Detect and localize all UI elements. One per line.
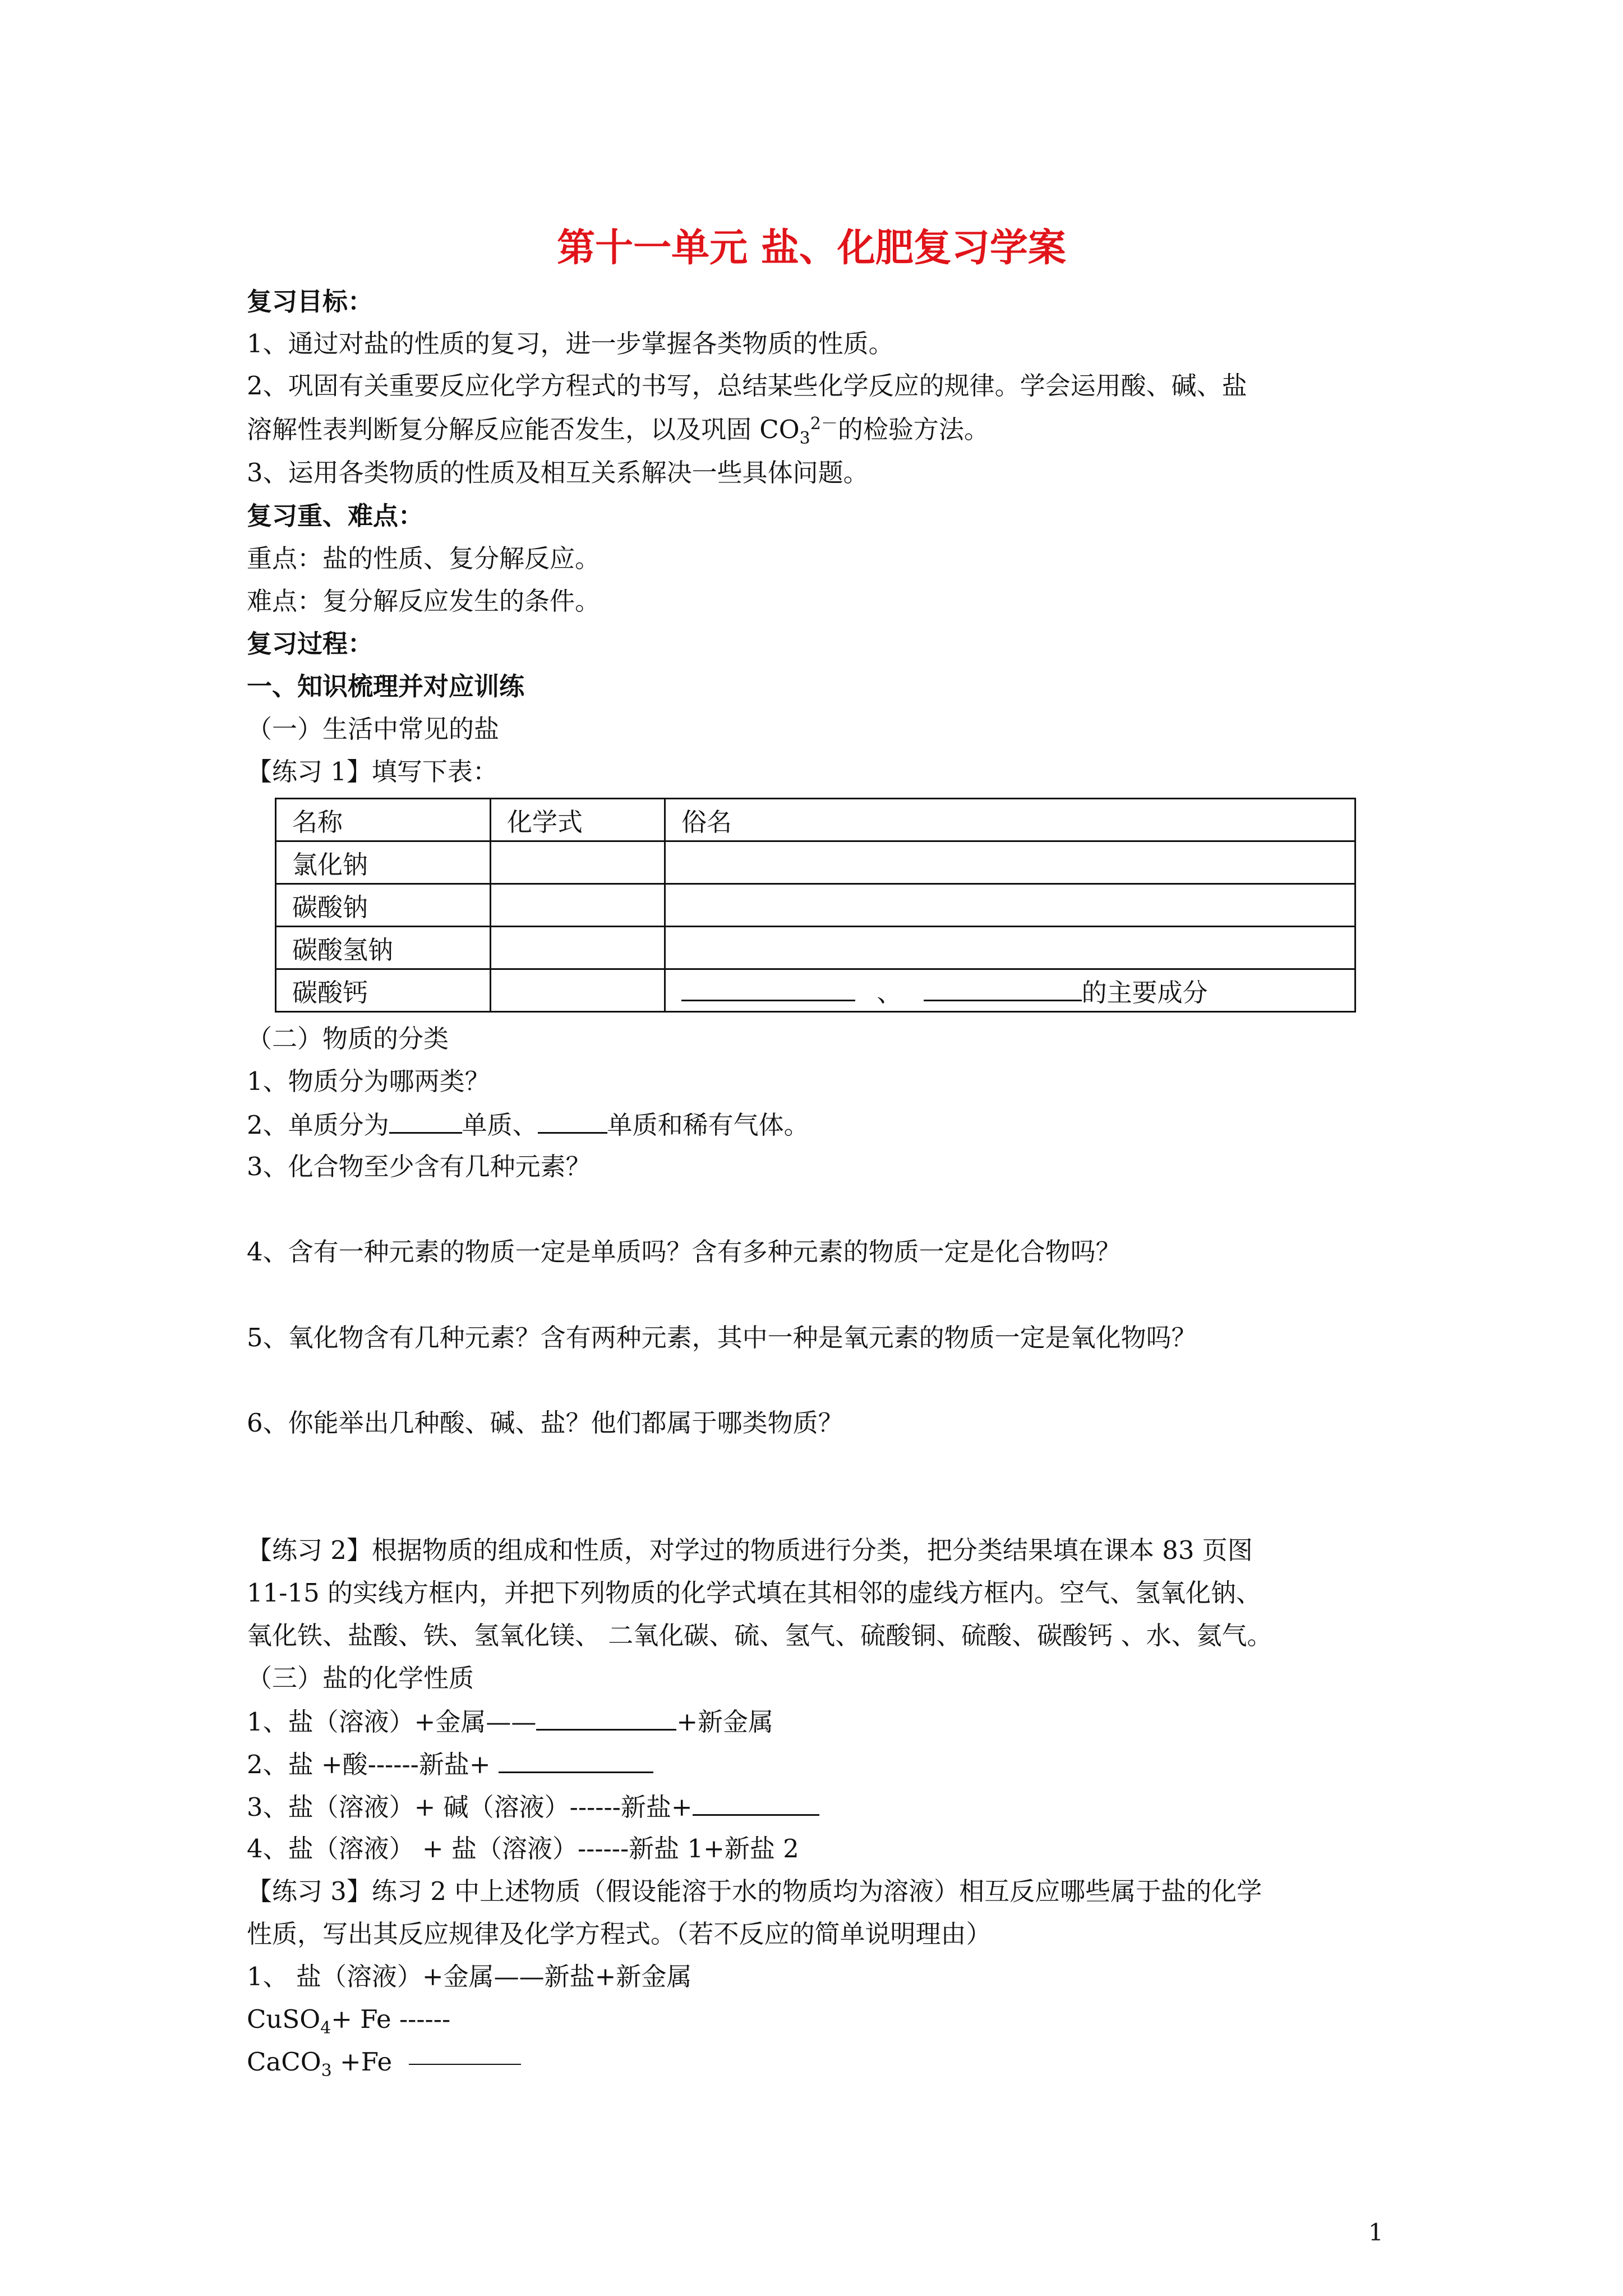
exercise-3-line-1: 【练习 3】练习 2 中上述物质（假设能溶于水的物质均为溶液）相互反应哪些属于盐的化学 [247, 1876, 1262, 1906]
goal-3: 3、运用各类物质的性质及相互关系解决一些具体问题。 [247, 458, 869, 487]
rule-2-text: 2、盐 +酸------新盐+ [247, 1750, 499, 1779]
row-name: 碳酸钠 [276, 884, 491, 927]
section-2-heading: （二）物质的分类 [247, 1024, 449, 1053]
goal-1: 1、通过对盐的性质的复习，进一步掌握各类物质的性质。 [247, 329, 894, 358]
q2-text-c: 单质和稀有气体。 [607, 1110, 809, 1140]
separator: 、 [877, 978, 902, 1007]
eq2-rest: +Fe [331, 2047, 393, 2077]
focus-hard: 难点：复分解反应发生的条件。 [247, 586, 601, 616]
row-name: 碳酸钙 [276, 969, 491, 1012]
exercise-3-line-2: 性质，写出其反应规律及化学方程式。（若不反应的简单说明理由） [247, 1919, 992, 1949]
fill-blank[interactable] [924, 976, 1082, 1001]
header-formula: 化学式 [491, 799, 665, 841]
eq2-line [409, 2064, 521, 2065]
goal-2-text: 溶解性表判断复分解反应能否发生，以及巩固 CO [247, 415, 800, 444]
row-name: 氯化钠 [276, 841, 491, 884]
eq1-subscript: 4 [320, 2018, 331, 2038]
goal-2-line-1: 2、巩固有关重要反应化学方程式的书写，总结某些化学反应的规律。学会运用酸、碱、盐 [247, 371, 1247, 401]
question-4: 4、含有一种元素的物质一定是单质吗？含有多种元素的物质一定是化合物吗？ [247, 1237, 1121, 1267]
part-1-heading: 一、知识梳理并对应训练 [247, 671, 525, 701]
section-3-heading: （三）盐的化学性质 [247, 1663, 474, 1693]
eq2-formula: CaCO [247, 2047, 321, 2077]
table-row [276, 841, 1355, 884]
row-name: 碳酸氢钠 [276, 927, 491, 969]
q2-text-b: 单质、 [462, 1110, 538, 1140]
goal-2-line-2 [247, 414, 989, 448]
question-3: 3、化合物至少含有几种元素？ [247, 1152, 591, 1181]
table-row [276, 884, 1355, 927]
goal-2-text-end: 的检验方法。 [837, 415, 989, 444]
equation-2 [247, 2046, 521, 2081]
fill-blank[interactable] [536, 1705, 676, 1731]
exercise-3-line-3: 1、 盐（溶液）+金属——新盐+新金属 [247, 1962, 692, 1991]
rule-3-text: 3、盐（溶液）+ 碱（溶液）------新盐+ [247, 1792, 693, 1822]
question-6: 6、你能举出几种酸、碱、盐？他们都属于哪类物质？ [247, 1408, 843, 1438]
question-5: 5、氧化物含有几种元素？含有两种元素，其中一种是氧元素的物质一定是氧化物吗？ [247, 1323, 1197, 1352]
formula-cell[interactable] [491, 884, 665, 927]
rule-1-suffix: +新金属 [676, 1707, 774, 1737]
co3-subscript: 3 [799, 429, 810, 448]
salt-table [275, 798, 1356, 1013]
formula-cell[interactable] [491, 841, 665, 884]
page-title: 第十一单元 盐、化肥复习学案 [557, 226, 1066, 270]
common-name-cell[interactable] [665, 841, 1355, 884]
main-component-suffix: 的主要成分 [1081, 978, 1208, 1007]
eq1-formula: CuSO [247, 2004, 321, 2034]
rule-1-text: 1、盐（溶液）+金属—— [247, 1707, 537, 1737]
fill-blank[interactable] [681, 976, 855, 1001]
common-name-cell[interactable] [665, 927, 1355, 969]
fill-blank[interactable] [389, 1108, 462, 1134]
fill-blank[interactable] [499, 1748, 653, 1773]
eq1-rest: + Fe ------ [331, 2004, 451, 2034]
common-name-cell[interactable] [665, 884, 1355, 927]
process-heading: 复习过程： [247, 629, 374, 659]
q2-text-a: 2、单质分为 [247, 1110, 389, 1140]
section-1-heading: （一）生活中常见的盐 [247, 714, 500, 744]
exercise-1-prompt: 【练习 1】填写下表： [247, 757, 498, 786]
focus-heading: 复习重、难点： [247, 501, 424, 531]
eq2-subscript: 3 [321, 2061, 332, 2081]
equation-1 [247, 2004, 451, 2038]
table-row [276, 969, 1355, 1012]
question-2 [247, 1108, 809, 1141]
table-header-row [276, 799, 1355, 841]
exercise-2-line-1: 【练习 2】根据物质的组成和性质，对学过的物质进行分类，把分类结果填在课本 83 页图 [247, 1535, 1253, 1565]
exercise-2-line-2: 11-15 的实线方框内，并把下列物质的化学式填在其相邻的虚线方框内。空气、氢氧化钠、 [247, 1578, 1262, 1608]
rule-3 [247, 1791, 819, 1823]
table-row [276, 927, 1355, 969]
page-number: 1 [1368, 2219, 1384, 2246]
co3-superscript: 2－ [810, 414, 838, 434]
rule-4: 4、盐（溶液） + 盐（溶液）------新盐 1+新盐 2 [247, 1834, 799, 1864]
formula-cell[interactable] [491, 927, 665, 969]
rule-1 [247, 1705, 773, 1738]
goals-heading: 复习目标： [247, 287, 374, 316]
focus-key: 重点：盐的性质、复分解反应。 [247, 544, 601, 573]
fill-blank[interactable] [693, 1791, 819, 1816]
fill-blank[interactable] [538, 1108, 607, 1134]
rule-2 [247, 1748, 653, 1780]
common-name-cell [665, 969, 1355, 1012]
question-1: 1、物质分为哪两类？ [247, 1066, 490, 1096]
header-common-name: 俗名 [665, 799, 1355, 841]
exercise-2-line-3: 氧化铁、盐酸、铁、氢氧化镁、 二氧化碳、硫、氢气、硫酸铜、硫酸、碳酸钙 、水、氦气。 [247, 1621, 1272, 1650]
header-name: 名称 [276, 799, 491, 841]
formula-cell[interactable] [491, 969, 665, 1012]
